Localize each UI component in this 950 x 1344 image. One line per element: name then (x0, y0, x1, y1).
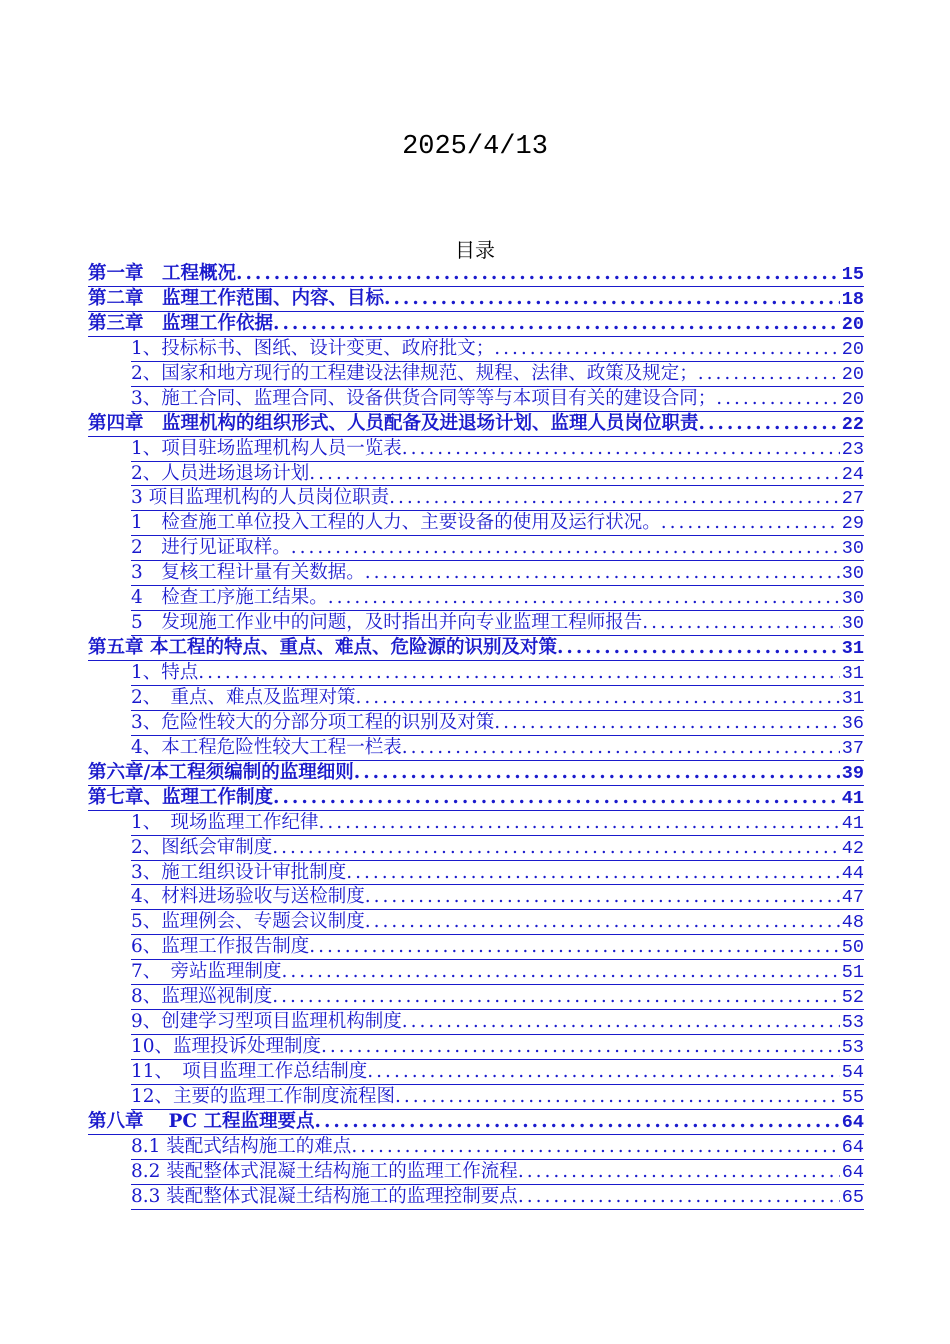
toc-page-number: 41 (841, 787, 864, 809)
toc-section-link[interactable] (131, 486, 864, 511)
toc-dot-leader (198, 661, 840, 686)
toc-entry-label: 2、人员进场退场计划 (131, 462, 310, 484)
toc-dot-leader (557, 636, 840, 661)
toc-entry-label: 4、材料进场验收与送检制度 (131, 886, 365, 908)
toc-dot-leader (716, 387, 840, 412)
toc-page-number: 52 (841, 987, 864, 1009)
toc-dot-leader (367, 1060, 839, 1085)
toc-entry-label: 2、国家和地方现行的工程建设法律规范、规程、法律、政策及规定； (131, 362, 698, 384)
toc-entry-label: 8.1 装配式结构施工的难点 (131, 1135, 352, 1157)
toc-chapter-link[interactable] (88, 786, 864, 811)
toc-dot-leader (494, 711, 840, 736)
toc-chapter-link[interactable] (88, 761, 864, 786)
toc-section-link[interactable] (131, 861, 864, 886)
toc-section-link[interactable] (131, 462, 864, 487)
toc-dot-leader (272, 836, 840, 861)
toc-entry-label: 第四章 监理机构的组织形式、人员配备及进退场计划、监理人员岗位职责 (88, 412, 699, 434)
table-of-contents (88, 262, 864, 1210)
toc-section-link[interactable] (131, 561, 864, 586)
toc-chapter-link[interactable] (88, 636, 864, 661)
toc-page-number: 29 (841, 513, 864, 535)
toc-page-number: 36 (841, 712, 864, 734)
toc-entry-label: 3、施工组织设计审批制度 (131, 861, 347, 883)
toc-page-number: 31 (841, 638, 864, 660)
toc-page-number: 22 (841, 413, 864, 435)
toc-dot-leader (365, 910, 840, 935)
toc-dot-leader (518, 1185, 840, 1210)
toc-page-number: 37 (841, 737, 864, 759)
toc-section-link[interactable] (131, 1085, 864, 1110)
toc-title: 目录 (455, 238, 495, 262)
toc-dot-leader (319, 811, 840, 836)
toc-page-number: 20 (841, 313, 864, 335)
toc-entry-label: 第五章 本工程的特点、重点、难点、危险源的识别及对策 (88, 637, 557, 659)
toc-section-link[interactable] (131, 935, 864, 960)
toc-entry-label: 1 检查施工单位投入工程的人力、主要设备的使用及运行状况。 (131, 512, 661, 534)
toc-dot-leader (356, 686, 840, 711)
toc-section-link[interactable] (131, 511, 864, 536)
toc-section-link[interactable] (131, 985, 864, 1010)
toc-entry-label: 11、 项目监理工作总结制度 (131, 1061, 368, 1082)
toc-page-number: 27 (841, 488, 864, 510)
toc-page-number: 30 (841, 588, 864, 610)
toc-dot-leader (661, 511, 840, 536)
toc-section-link[interactable] (131, 661, 864, 686)
toc-section-link[interactable] (131, 1060, 864, 1085)
toc-page-number: 64 (841, 1111, 864, 1133)
toc-dot-leader (273, 312, 840, 337)
toc-entry-label: 3、施工合同、监理合同、设备供货合同等等与本项目有关的建设合同； (131, 387, 717, 409)
toc-page-number: 44 (841, 862, 864, 884)
toc-page-number: 31 (841, 687, 864, 709)
toc-page-number: 53 (841, 1012, 864, 1034)
toc-dot-leader (402, 437, 840, 462)
toc-section-link[interactable] (131, 362, 864, 387)
toc-dot-leader (273, 786, 840, 811)
toc-page-number: 30 (841, 563, 864, 585)
toc-page-number: 50 (841, 937, 864, 959)
toc-section-link[interactable] (131, 337, 864, 362)
toc-dot-leader (384, 287, 840, 312)
toc-page-number: 15 (841, 264, 864, 285)
toc-page-number: 18 (841, 288, 864, 310)
toc-dot-leader (698, 362, 840, 387)
toc-section-link[interactable] (131, 736, 864, 761)
toc-section-link[interactable] (131, 1185, 864, 1210)
toc-entry-label: 8.3 装配整体式混凝土结构施工的监理控制要点 (131, 1185, 518, 1207)
toc-entry-label: 1、特点 (131, 662, 199, 683)
toc-page-number: 23 (841, 438, 864, 460)
toc-page-number: 55 (841, 1086, 864, 1108)
toc-dot-leader (699, 412, 840, 437)
toc-dot-leader (236, 262, 840, 287)
toc-entry-label: 2、 重点、难点及监理对策 (131, 686, 356, 708)
toc-entry-label: 5、监理例会、专题会议制度 (131, 911, 365, 933)
toc-chapter-link[interactable] (88, 1110, 864, 1135)
toc-page-number: 20 (841, 363, 864, 385)
toc-section-link[interactable] (131, 1160, 864, 1185)
toc-section-link[interactable] (131, 1010, 864, 1035)
toc-section-link[interactable] (131, 910, 864, 935)
toc-section-link[interactable] (131, 811, 864, 836)
toc-section-link[interactable] (131, 711, 864, 736)
toc-page-number: 47 (841, 887, 864, 909)
toc-entry-label: 2、图纸会审制度 (131, 836, 273, 858)
toc-section-link[interactable] (131, 536, 864, 561)
toc-page-number: 51 (841, 962, 864, 984)
toc-entry-label: 第七章、监理工作制度 (88, 786, 274, 808)
toc-dot-leader (272, 985, 840, 1010)
toc-page-number: 24 (841, 463, 864, 485)
toc-page-number: 64 (841, 1161, 864, 1183)
toc-section-link[interactable] (131, 885, 864, 910)
toc-entry-label: 10、监理投诉处理制度 (131, 1036, 322, 1058)
toc-page-number: 64 (841, 1136, 864, 1158)
toc-entry-label: 5 发现施工作业中的问题，及时指出并向专业监理工程师报告 (131, 612, 643, 634)
toc-page-number: 54 (841, 1062, 864, 1083)
toc-dot-leader (309, 935, 840, 960)
toc-entry-label: 3、危险性较大的分部分项工程的识别及对策 (131, 711, 495, 733)
toc-page-number: 31 (841, 663, 864, 684)
toc-entry-label: 第一章 工程概况 (88, 263, 237, 284)
toc-entry-label: 1、投标标书、图纸、设计变更、政府批文； (131, 337, 495, 359)
toc-section-link[interactable] (131, 836, 864, 861)
toc-chapter-link[interactable] (88, 262, 864, 287)
toc-section-link[interactable] (131, 1135, 864, 1160)
toc-entry-label: 9、创建学习型项目监理机构制度 (131, 1011, 402, 1033)
toc-dot-leader (309, 462, 840, 487)
toc-entry-label: 第二章 监理工作范围、内容、目标 (88, 287, 385, 309)
toc-chapter-link[interactable] (88, 287, 864, 312)
toc-entry-label: 8.2 装配整体式混凝土结构施工的监理工作流程 (131, 1160, 518, 1182)
toc-page-number: 30 (841, 613, 864, 635)
toc-entry-label: 1、 现场监理工作纪律 (131, 811, 319, 833)
toc-page-number: 30 (841, 538, 864, 560)
toc-dot-leader (291, 536, 840, 561)
toc-dot-leader (518, 1160, 840, 1185)
toc-dot-leader (402, 736, 840, 761)
toc-page-number: 48 (841, 912, 864, 934)
toc-section-link[interactable] (131, 387, 864, 412)
toc-dot-leader (346, 861, 840, 886)
toc-dot-leader (282, 960, 840, 985)
toc-page-number: 20 (841, 338, 864, 360)
toc-entry-label: 8、监理巡视制度 (131, 986, 273, 1008)
document-date: 2025/4/13 (402, 132, 548, 162)
toc-chapter-link[interactable] (88, 312, 864, 337)
toc-page-number: 65 (841, 1186, 864, 1208)
toc-section-link[interactable] (131, 586, 864, 611)
toc-page-number: 20 (841, 388, 864, 410)
toc-entry-label: 3 项目监理机构的人员岗位职责 (131, 487, 390, 509)
toc-dot-leader (328, 586, 840, 611)
toc-page-number: 41 (841, 812, 864, 834)
toc-dot-leader (494, 337, 840, 362)
toc-chapter-link[interactable] (88, 412, 864, 437)
toc-section-link[interactable] (131, 960, 864, 985)
toc-entry-label: 1、项目驻场监理机构人员一览表 (131, 437, 402, 459)
toc-entry-label: 3 复核工程计量有关数据。 (131, 562, 365, 584)
toc-entry-label: 6、监理工作报告制度 (131, 936, 310, 958)
toc-dot-leader (389, 486, 840, 511)
toc-dot-leader (354, 761, 840, 786)
toc-dot-leader (395, 1085, 840, 1110)
toc-entry-label: 4、本工程危险性较大工程一栏表 (131, 736, 402, 758)
toc-entry-label: 12、主要的监理工作制度流程图 (131, 1085, 396, 1107)
toc-entry-label: 4 检查工序施工结果。 (131, 587, 328, 609)
toc-section-link[interactable] (131, 686, 864, 711)
toc-dot-leader (642, 611, 840, 636)
toc-dot-leader (365, 561, 840, 586)
toc-dot-leader (351, 1135, 839, 1160)
toc-dot-leader (321, 1035, 840, 1060)
toc-section-link[interactable] (131, 1035, 864, 1060)
toc-entry-label: 7、 旁站监理制度 (131, 961, 282, 983)
toc-page-number: 42 (841, 837, 864, 859)
toc-entry-label: 第八章 PC 工程监理要点 (88, 1110, 315, 1132)
toc-entry-label: 第六章/本工程须编制的监理细则 (88, 761, 354, 783)
toc-dot-leader (365, 885, 840, 910)
toc-dot-leader (315, 1110, 840, 1135)
toc-page-number: 53 (841, 1037, 864, 1059)
toc-entry-label: 2 进行见证取样。 (131, 537, 291, 559)
toc-entry-label: 第三章 监理工作依据 (88, 312, 274, 334)
toc-dot-leader (402, 1010, 840, 1035)
toc-section-link[interactable] (131, 437, 864, 462)
toc-page-number: 39 (841, 762, 864, 784)
toc-section-link[interactable] (131, 611, 864, 636)
